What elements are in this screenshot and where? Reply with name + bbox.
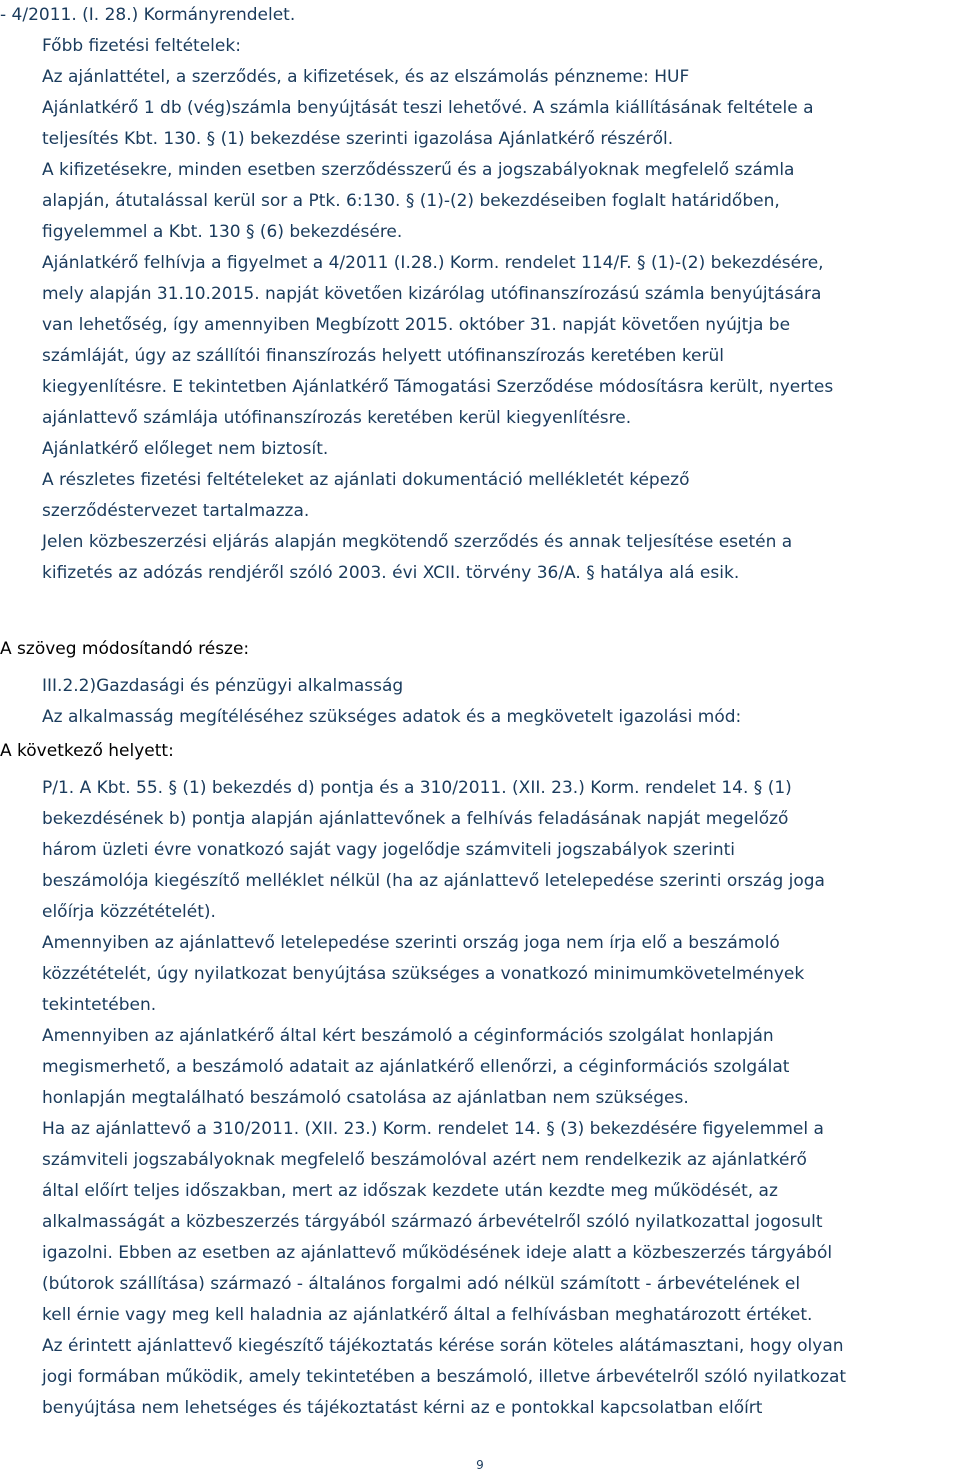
text-line: Az alkalmasság megítéléséhez szükséges adatok és a megkövetelt igazolási mód:: [42, 707, 742, 727]
text-line: benyújtása nem lehetséges és tájékoztatást kérni az e pontokkal kapcsolatban előírt: [42, 1398, 763, 1418]
text-line: közzétételét, úgy nyilatkozat benyújtása szükséges a vonatkozó minimumkövetelmények: [42, 964, 805, 984]
text-line: által előírt teljes időszakban, mert az időszak kezdete után kezdte meg működését, az: [42, 1181, 778, 1201]
text-line: Ha az ajánlattevő a 310/2011. (XII. 23.) Korm. rendelet 14. § (3) bekezdésére figyelemmel a: [42, 1119, 824, 1139]
text-line: Ajánlatkérő előleget nem biztosít.: [42, 439, 329, 459]
text-line: kiegyenlítésre. E tekintetben Ajánlatkérő Támogatási Szerződése módosításra került, nyertes: [42, 377, 834, 397]
text-line: számláját, úgy az szállítói finanszírozás helyett utófinanszírozás keretében kerül: [42, 346, 725, 366]
text-line: alapján, átutalással kerül sor a Ptk. 6:130. § (1)-(2) bekezdéseiben foglalt határidőben,: [42, 191, 780, 211]
text-line: Az ajánlattétel, a szerződés, a kifizetések, és az elszámolás pénzneme: HUF: [42, 67, 690, 87]
text-line: jogi formában működik, amely tekintetében a beszámoló, illetve árbevételről szóló nyilatkozat: [42, 1367, 847, 1387]
text-line: Főbb fizetési feltételek:: [42, 36, 241, 56]
text-line: bekezdésének b) pontja alapján ajánlattevőnek a felhívás feladásának napját megelőző: [42, 809, 789, 829]
text-line: három üzleti évre vonatkozó saját vagy jogelődje számviteli jogszabályok szerinti: [42, 840, 736, 860]
text-line: igazolni. Ebben az esetben az ajánlattevő működésének ideje alatt a közbeszerzés tárgyából: [42, 1243, 833, 1263]
text-line: III.2.2)Gazdasági és pénzügyi alkalmasság: [42, 676, 404, 696]
text-line: alkalmasságát a közbeszerzés tárgyából származó árbevételről szóló nyilatkozattal jogosult: [42, 1212, 823, 1232]
text-line: Az érintett ajánlattevő kiegészítő tájékoztatás kérése során köteles alátámasztani, hogy olyan: [42, 1336, 844, 1356]
text-line: ajánlattevő számlája utófinanszírozás keretében kerül kiegyenlítésre.: [42, 408, 632, 428]
text-line: számviteli jogszabályoknak megfelelő beszámolóval azért nem rendelkezik az ajánlatkérő: [42, 1150, 807, 1170]
intro-section: [0, 0, 960, 589]
text-line: Amennyiben az ajánlattevő letelepedése szerinti ország joga nem írja elő a beszámoló: [42, 933, 780, 953]
text-line: előírja közzétételét).: [42, 902, 216, 922]
text-line: P/1. A Kbt. 55. § (1) bekezdés d) pontja és a 310/2011. (XII. 23.) Korm. rendelet 14. § (1): [42, 778, 792, 798]
text-line: Ajánlatkérő felhívja a figyelmet a 4/2011 (I.28.) Korm. rendelet 114/F. § (1)-(2) bekezdésére,: [42, 253, 824, 273]
modify-heading-block: [0, 634, 960, 665]
instead-heading: A következő helyett:: [0, 741, 174, 761]
text-line: megismerhető, a beszámoló adatait az ajánlatkérő ellenőrzi, a céginformációs szolgálat: [42, 1057, 790, 1077]
text-line: figyelemmel a Kbt. 130 § (6) bekezdésére.: [42, 222, 403, 242]
text-line: kifizetés az adózás rendjéről szóló 2003. évi XCII. törvény 36/A. § hatálya alá esik.: [42, 563, 740, 583]
text-line: beszámolója kiegészítő melléklet nélkül (ha az ajánlattevő letelepedése szerinti ország joga: [42, 871, 825, 891]
text-line: szerződéstervezet tartalmazza.: [42, 501, 310, 521]
text-line: - 4/2011. (I. 28.) Kormányrendelet.: [0, 5, 296, 25]
text-line: (bútorok szállítása) származó - általános forgalmi adó nélkül számított - árbevételének el: [42, 1274, 801, 1294]
text-line: tekintetében.: [42, 995, 157, 1015]
text-line: A kifizetésekre, minden esetben szerződésszerű és a jogszabályoknak megfelelő számla: [42, 160, 795, 180]
text-line: teljesítés Kbt. 130. § (1) bekezdése szerinti igazolása Ajánlatkérő részéről.: [42, 129, 674, 149]
text-line: Amennyiben az ajánlatkérő által kért beszámoló a céginformációs szolgálat honlapján: [42, 1026, 774, 1046]
modify-section: [42, 671, 960, 733]
page-number: 9: [476, 1458, 484, 1472]
text-line: honlapján megtalálható beszámoló csatolása az ajánlatban nem szükséges.: [42, 1088, 689, 1108]
text-line: van lehetőség, így amennyiben Megbízott 2015. október 31. napját követően nyújtja be: [42, 315, 791, 335]
text-line: Jelen közbeszerzési eljárás alapján megkötendő szerződés és annak teljesítése esetén a: [42, 532, 793, 552]
instead-heading-block: [0, 736, 960, 767]
text-line: mely alapján 31.10.2015. napját követően kizárólag utófinanszírozású számla benyújtására: [42, 284, 822, 304]
text-line: kell érnie vagy meg kell haladnia az ajánlatkérő által a felhívásban meghatározott értéket.: [42, 1305, 813, 1325]
instead-section: [42, 773, 960, 1424]
text-line: Ajánlatkérő 1 db (vég)számla benyújtását teszi lehetővé. A számla kiállításának feltétele a: [42, 98, 814, 118]
modify-heading: A szöveg módosítandó része:: [0, 639, 250, 659]
text-line: A részletes fizetési feltételeket az ajánlati dokumentáció mellékletét képező: [42, 470, 690, 490]
